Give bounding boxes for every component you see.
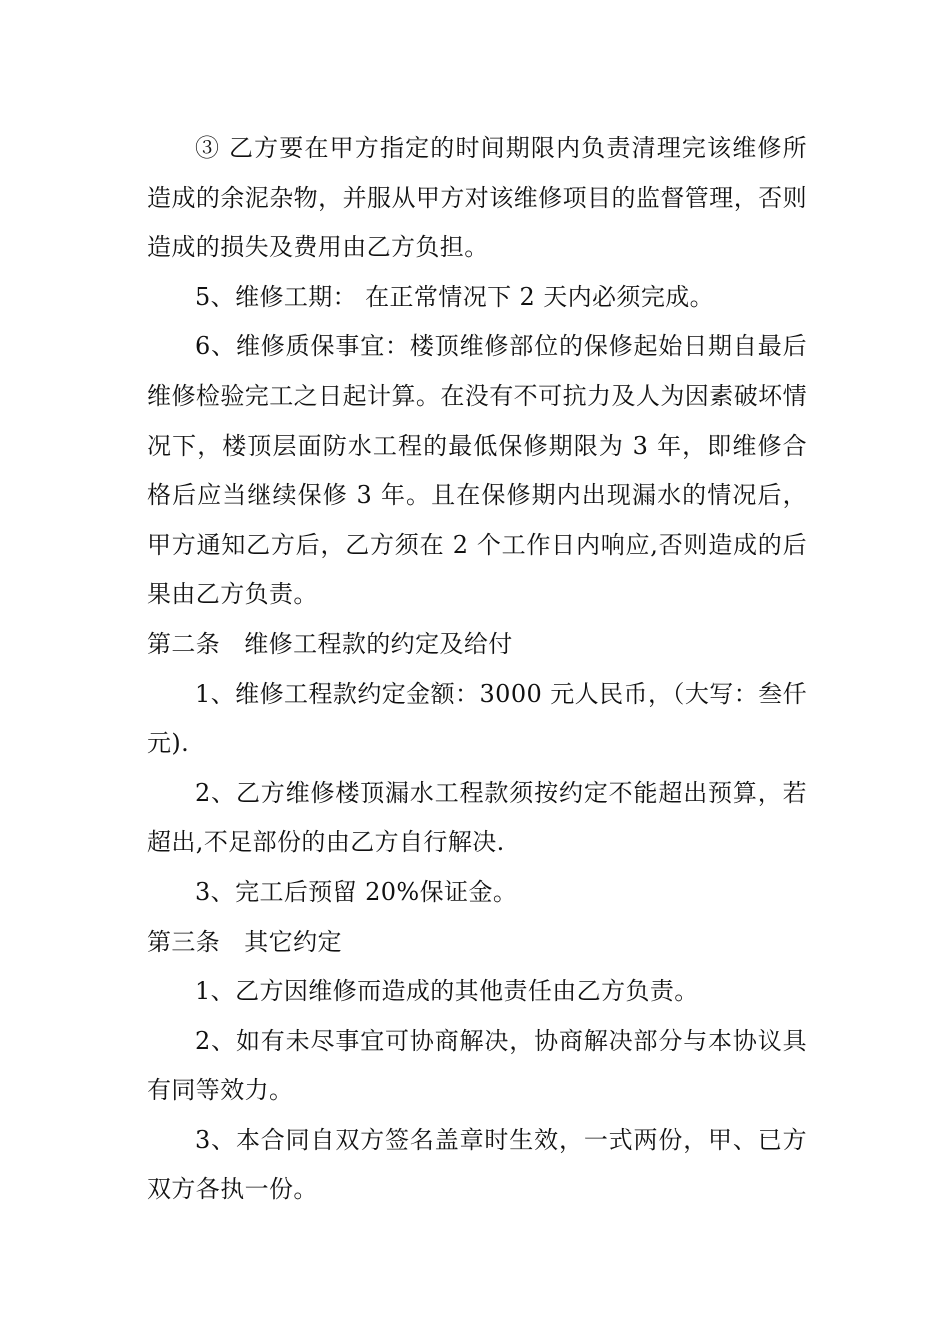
para-effectiveness: 3、本合同自双方签名盖章时生效，一式两份，甲、已方双方各执一份。 xyxy=(147,1125,807,1204)
document-body xyxy=(147,124,807,1215)
para-repair-period: 5、维修工期： 在正常情况下 2 天内必须完成。 xyxy=(195,282,715,311)
para-retention: 3、完工后预留 20%保证金。 xyxy=(195,877,518,906)
para-other-liability: 1、乙方因维修而造成的其他责任由乙方负责。 xyxy=(195,977,699,1006)
section-heading-article-3: 第三条 其它约定 xyxy=(147,927,342,956)
para-negotiation: 2、如有未尽事宜可协商解决，协商解决部分与本协议具有同等效力。 xyxy=(147,1026,807,1105)
para-budget-limit: 2、乙方维修楼顶漏水工程款须按约定不能超出预算，若超出,不足部份的由乙方自行解决. xyxy=(147,778,807,857)
para-payment-amount: 1、维修工程款约定金额：3000 元人民币，（大写：叁仟元). xyxy=(147,679,807,758)
section-heading-article-2: 第二条 维修工程款的约定及给付 xyxy=(147,629,513,658)
para-warranty: 6、维修质保事宜：楼顶维修部位的保修起始日期自最后维修检验完工之日起计算。在没有不可抗力及人为因素破坏情况下，楼顶层面防水工程的最低保修期限为 3 年，即维修合格后应当继续保修 3 年。且在保修期内出现漏水的情况后，甲方通知乙方后，乙方须在 2 个工作日内响应,否则造成的后果由乙方负责。 xyxy=(147,332,807,609)
para-cleanup-clause: ③ 乙方要在甲方指定的时间期限内负责清理完该维修所造成的余泥杂物，并服从甲方对该维修项目的监督管理，否则造成的损失及费用由乙方负担。 xyxy=(147,134,807,262)
